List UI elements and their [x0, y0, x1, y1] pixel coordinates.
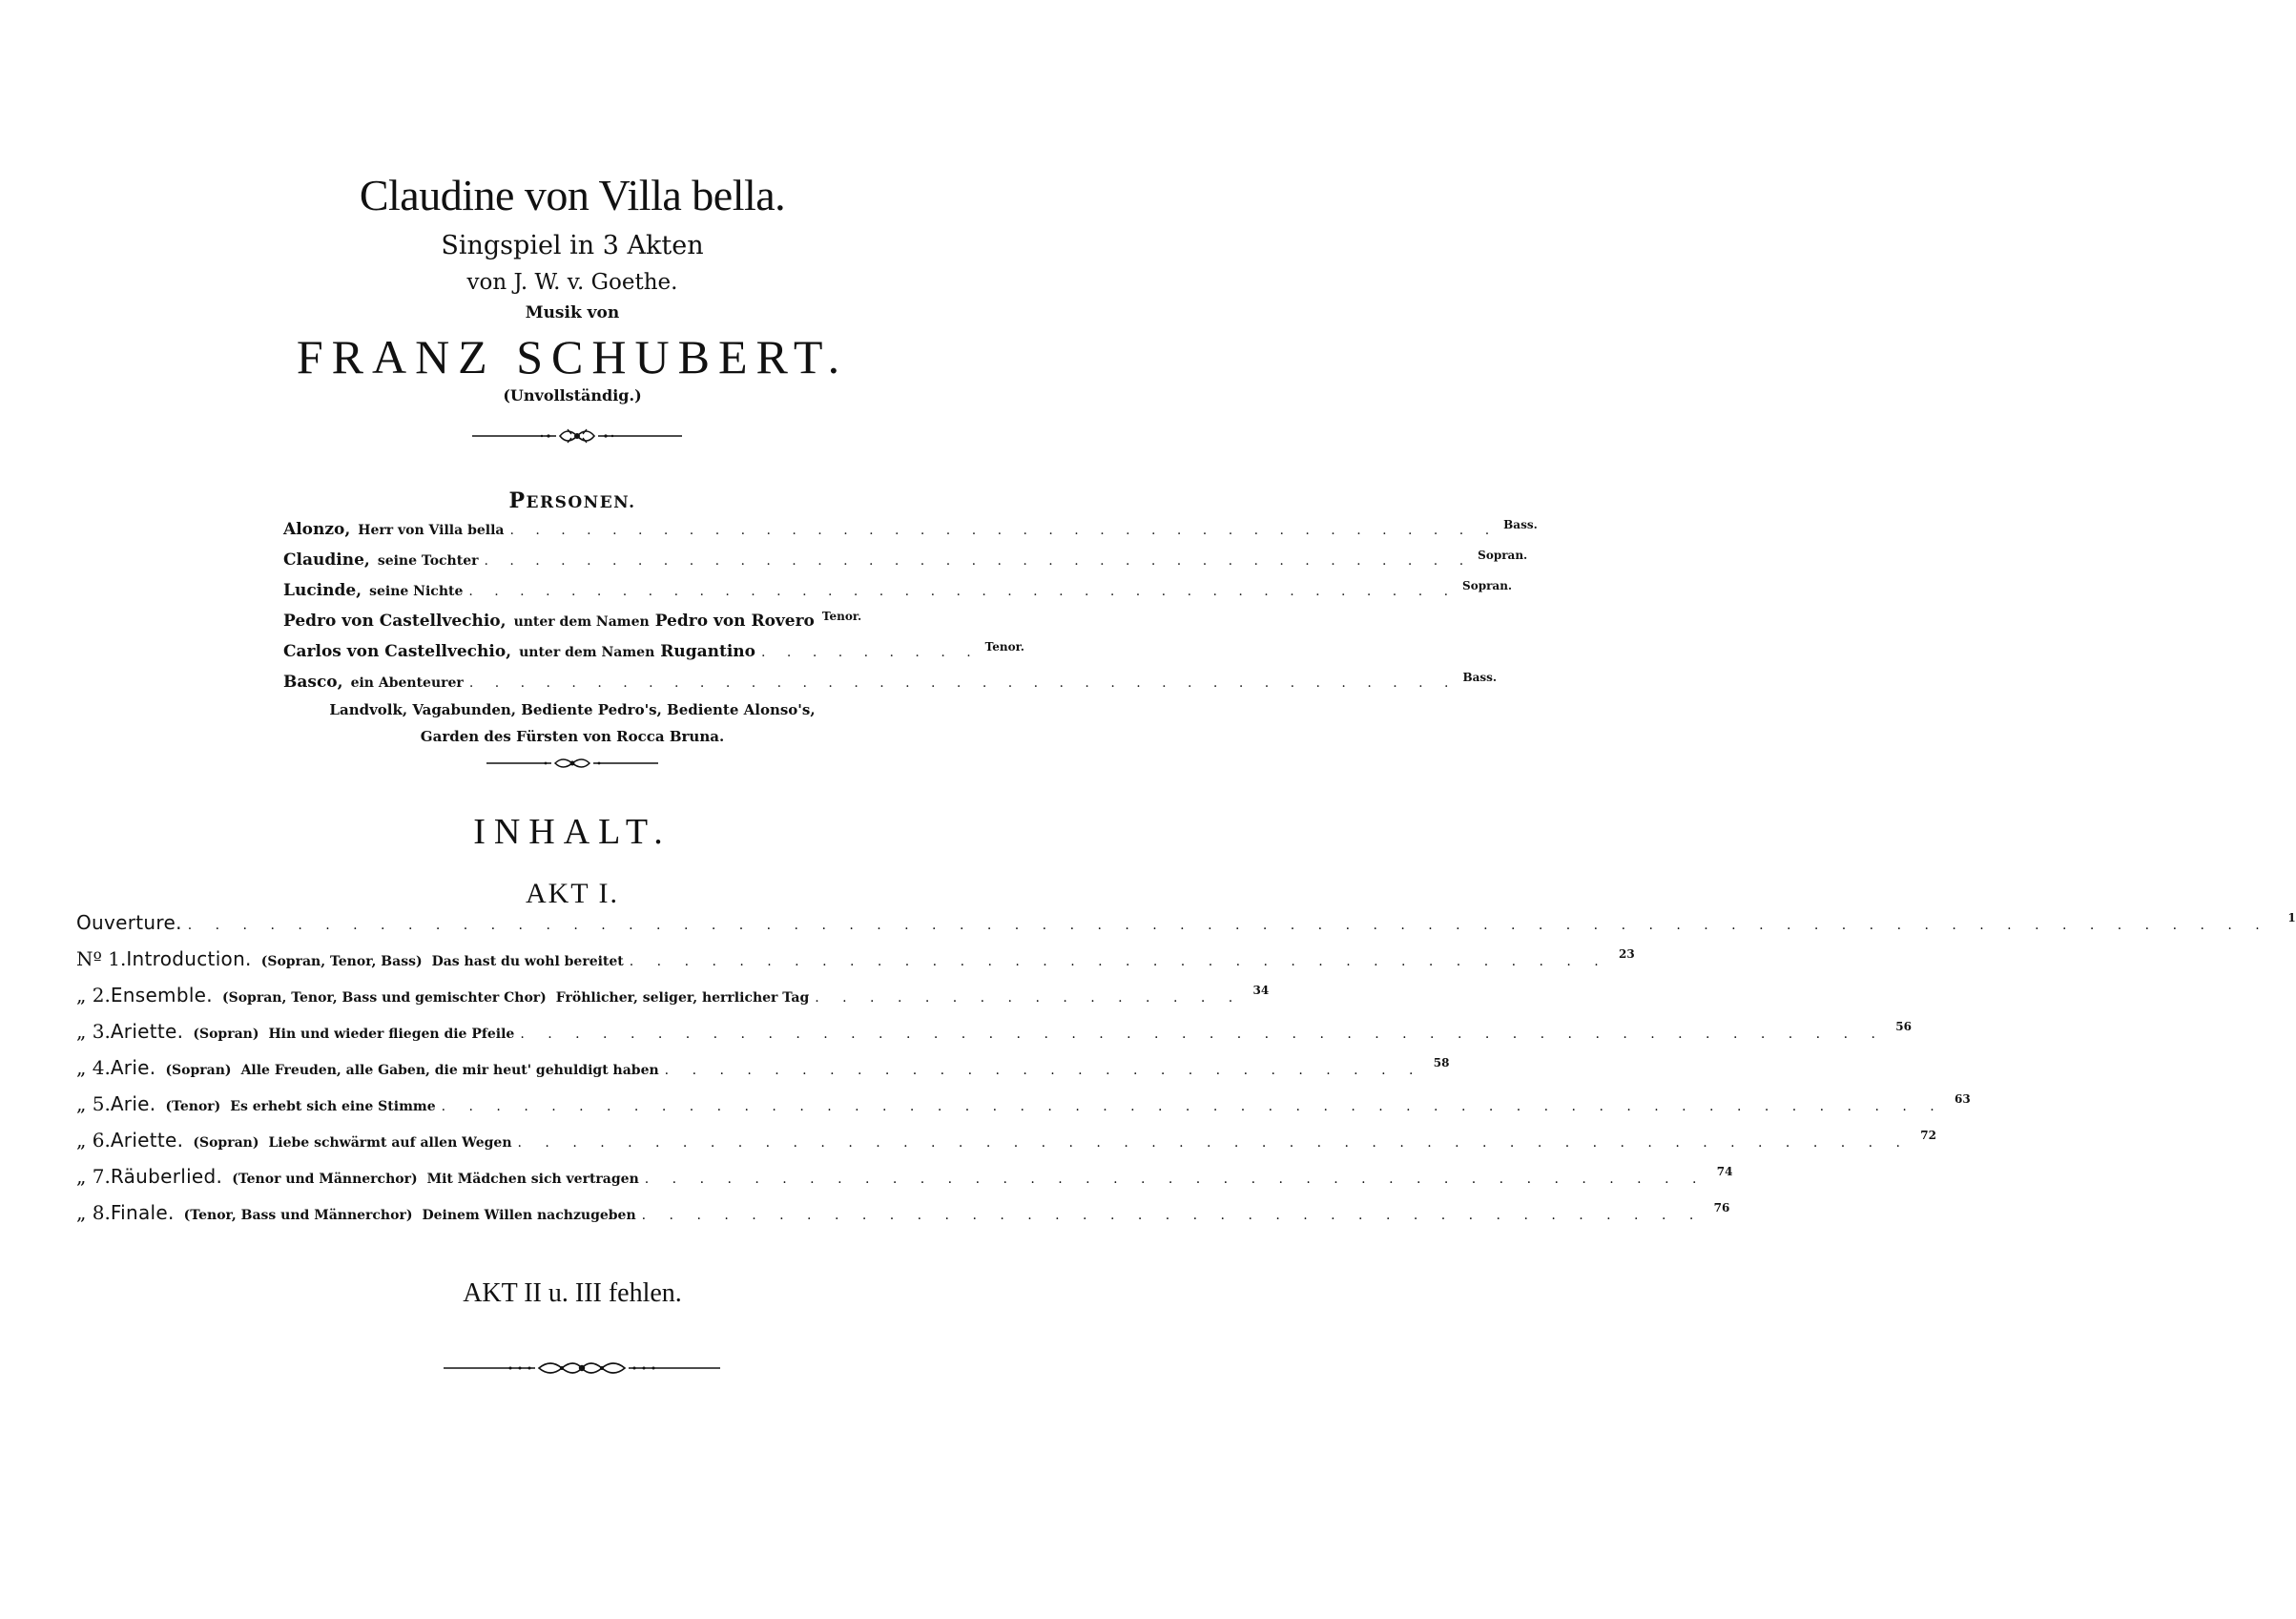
- cast-name: Claudine,: [283, 550, 370, 570]
- toc-title: Räuberlied.: [110, 1165, 223, 1188]
- cast-alias: Rugantino: [660, 642, 756, 661]
- cast-voice: Sopran.: [1462, 579, 1513, 592]
- cast-description: unter dem Namen: [519, 645, 655, 660]
- cast-description: Herr von Villa bella: [358, 523, 505, 538]
- cast-name: Pedro von Castellvechio,: [283, 612, 507, 631]
- incomplete-note: (Unvollständig.): [503, 386, 642, 405]
- table-of-contents: [76, 911, 2296, 1237]
- toc-number: „ 8.: [76, 1201, 111, 1224]
- toc-page-number: 74: [1716, 1165, 1733, 1178]
- toc-page-number: 72: [1920, 1129, 1936, 1142]
- toc-page-number: 63: [1955, 1092, 1971, 1106]
- dot-leader: . . . . . . . . . . . . . . . . . . . . . . . . . . . . . . . . . . . . . . .: [468, 675, 1458, 691]
- toc-number: „ 7.: [76, 1165, 111, 1188]
- cast-row: [283, 549, 1528, 581]
- dot-leader: . . . . . . . . . . . . . . . . . . . . . . . . . . . . . . . . . . . . . . .: [468, 584, 1458, 599]
- dot-leader: . . . . . . . . . . . . . . . . . . . . . . . . . . . . . . . . . . . . . . .: [641, 1208, 1704, 1223]
- toc-number: „ 3.: [76, 1020, 111, 1043]
- cast-voice: Tenor.: [821, 610, 862, 623]
- cast-voice: Bass.: [1462, 671, 1498, 684]
- personen-heading: PERSONEN.: [508, 488, 636, 513]
- dot-leader: . . . . . . . . . . . . . . . . . . . . . . . . . . . . . . . . . . . . . . . . . . . . . . . . . .: [520, 1027, 1885, 1042]
- toc-title: Ensemble.: [110, 984, 213, 1007]
- toc-incipit: Mit Mädchen sich vertragen: [426, 1172, 639, 1187]
- toc-entry: [76, 1056, 1450, 1092]
- music-by-label: Musik von: [525, 303, 620, 322]
- extras-line: Landvolk, Vagabunden, Bediente Pedro's, Bediente Alonso's,: [329, 701, 816, 718]
- cast-description: unter dem Namen: [513, 614, 650, 630]
- dot-leader: . . . . . . . . . . . . . . . . . . . . . . . . . . . . . . . . . . . . . . .: [509, 523, 1499, 538]
- cast-name: Lucinde,: [283, 581, 362, 600]
- cast-row: [283, 640, 1024, 673]
- cast-description: ein Abenteurer: [350, 675, 464, 691]
- composer-name: FRANZ SCHUBERT.: [296, 330, 849, 384]
- cast-voice: Tenor.: [984, 640, 1024, 654]
- toc-voices: (Tenor und Männerchor): [232, 1172, 418, 1187]
- toc-voices: (Tenor): [165, 1099, 221, 1114]
- toc-entry: [76, 1092, 1971, 1129]
- toc-number: „ 2.: [76, 984, 111, 1007]
- dot-leader: . . . . . . . . .: [761, 645, 980, 660]
- toc-entry: [76, 1165, 1733, 1201]
- dot-leader: . . . . . . . . . . . . . . . . . . . . . . . . . . . .: [664, 1063, 1423, 1078]
- toc-voices: (Sopran, Tenor, Bass und gemischter Chor): [221, 990, 547, 1006]
- dot-leader: . . . . . . . . . . . . . . . . . . . . . . . . . . . . . . . . . . . . . . .: [484, 553, 1473, 569]
- cast-voice: Sopran.: [1478, 549, 1528, 562]
- cast-row: [283, 518, 1538, 550]
- toc-incipit: Fröhlicher, seliger, herrlicher Tag: [555, 990, 810, 1006]
- cast-row: [283, 579, 1513, 612]
- toc-incipit: Hin und wieder fliegen die Pfeile: [268, 1027, 515, 1042]
- extras-line: Garden des Fürsten von Rocca Bruna.: [420, 728, 725, 745]
- toc-voices: (Tenor, Bass und Männerchor): [183, 1208, 413, 1223]
- toc-page-number: 76: [1713, 1201, 1730, 1214]
- toc-entry: [76, 1020, 1912, 1056]
- cast-alias: Pedro von Rovero: [654, 612, 815, 631]
- librettist-line: von J. W. v. Goethe.: [466, 270, 678, 295]
- toc-number: „ 6.: [76, 1129, 111, 1152]
- act-heading: AKT I.: [525, 878, 620, 909]
- toc-entry: [76, 911, 2296, 947]
- toc-incipit: Deinem Willen nachzugeben: [422, 1208, 636, 1223]
- toc-incipit: Es erhebt sich eine Stimme: [230, 1099, 436, 1114]
- toc-incipit: Liebe schwärmt auf allen Wegen: [268, 1135, 512, 1151]
- toc-voices: (Sopran, Tenor, Bass): [260, 954, 423, 969]
- toc-page-number: 56: [1895, 1020, 1912, 1033]
- toc-title: Ariette.: [110, 1020, 184, 1043]
- toc-title: Ariette.: [110, 1129, 184, 1152]
- cast-list: [283, 518, 1538, 703]
- toc-entry: [76, 1129, 1936, 1165]
- toc-entry: [76, 947, 1635, 984]
- toc-page-number: 34: [1252, 984, 1270, 997]
- toc-incipit: Das hast du wohl bereitet: [431, 954, 624, 969]
- toc-title: Arie.: [110, 1092, 156, 1115]
- dot-leader: . . . . . . . . . . . . . . . . . . . . . . . . . . . . . . . . . . . . . . . . . . . . . . . . . . .: [517, 1135, 1910, 1151]
- toc-page-number: 58: [1433, 1056, 1450, 1069]
- toc-title: Finale.: [110, 1201, 175, 1224]
- toc-title: Arie.: [110, 1056, 156, 1079]
- work-subtitle: Singspiel in 3 Akten: [441, 231, 704, 260]
- dot-leader: . . . . . . . . . . . . . . . . . . . . . . . . . . . . . . . . . . . . . . . . . . . . . . . . . . . . . . . . . . . . . . . . . . . . . . . . . . . .: [187, 918, 2269, 933]
- toc-page-number: 1: [2287, 911, 2296, 924]
- dot-leader: . . . . . . . . . . . . . . . . . . . . . . . . . . . . . . . . . . . . . . .: [644, 1172, 1706, 1187]
- toc-number: „ 4.: [76, 1056, 111, 1079]
- cast-name: Basco,: [283, 673, 343, 692]
- extras-note: [0, 696, 1145, 750]
- toc-title: Ouverture.: [76, 911, 182, 934]
- cast-description: seine Nichte: [369, 584, 464, 599]
- toc-voices: (Sopran): [193, 1027, 259, 1042]
- cast-name: Carlos von Castellvechio,: [283, 642, 512, 661]
- toc-number: „ 5.: [76, 1092, 111, 1115]
- toc-entry: [76, 1201, 1730, 1237]
- dot-leader: . . . . . . . . . . . . . . . .: [815, 990, 1243, 1006]
- cast-row: [283, 612, 927, 642]
- ornament-divider-icon: [472, 426, 682, 446]
- work-title: Claudine von Villa bella.: [359, 171, 786, 219]
- missing-acts-note: AKT II u. III fehlen.: [463, 1278, 682, 1308]
- toc-voices: (Sopran): [165, 1063, 232, 1078]
- toc-incipit: Alle Freuden, alle Gaben, die mir heut' gehuldigt haben: [240, 1063, 659, 1078]
- ornament-divider-icon: [444, 1357, 720, 1380]
- dot-leader: . . . . . . . . . . . . . . . . . . . . . . . . . . . . . . . . . . . .: [629, 954, 1608, 969]
- contents-heading: INHALT.: [473, 812, 672, 852]
- cast-voice: Bass.: [1503, 518, 1538, 531]
- cast-description: seine Tochter: [377, 553, 479, 569]
- toc-entry: [76, 984, 1270, 1020]
- toc-page-number: 23: [1619, 947, 1635, 961]
- toc-number: Nº 1.: [76, 947, 127, 970]
- toc-title: Introduction.: [126, 947, 252, 970]
- ornament-divider-icon: [486, 754, 658, 773]
- cast-name: Alonzo,: [283, 520, 351, 539]
- dot-leader: . . . . . . . . . . . . . . . . . . . . . . . . . . . . . . . . . . . . . . . . . . . . . . . . . . . . . . .: [441, 1099, 1944, 1114]
- toc-voices: (Sopran): [193, 1135, 259, 1151]
